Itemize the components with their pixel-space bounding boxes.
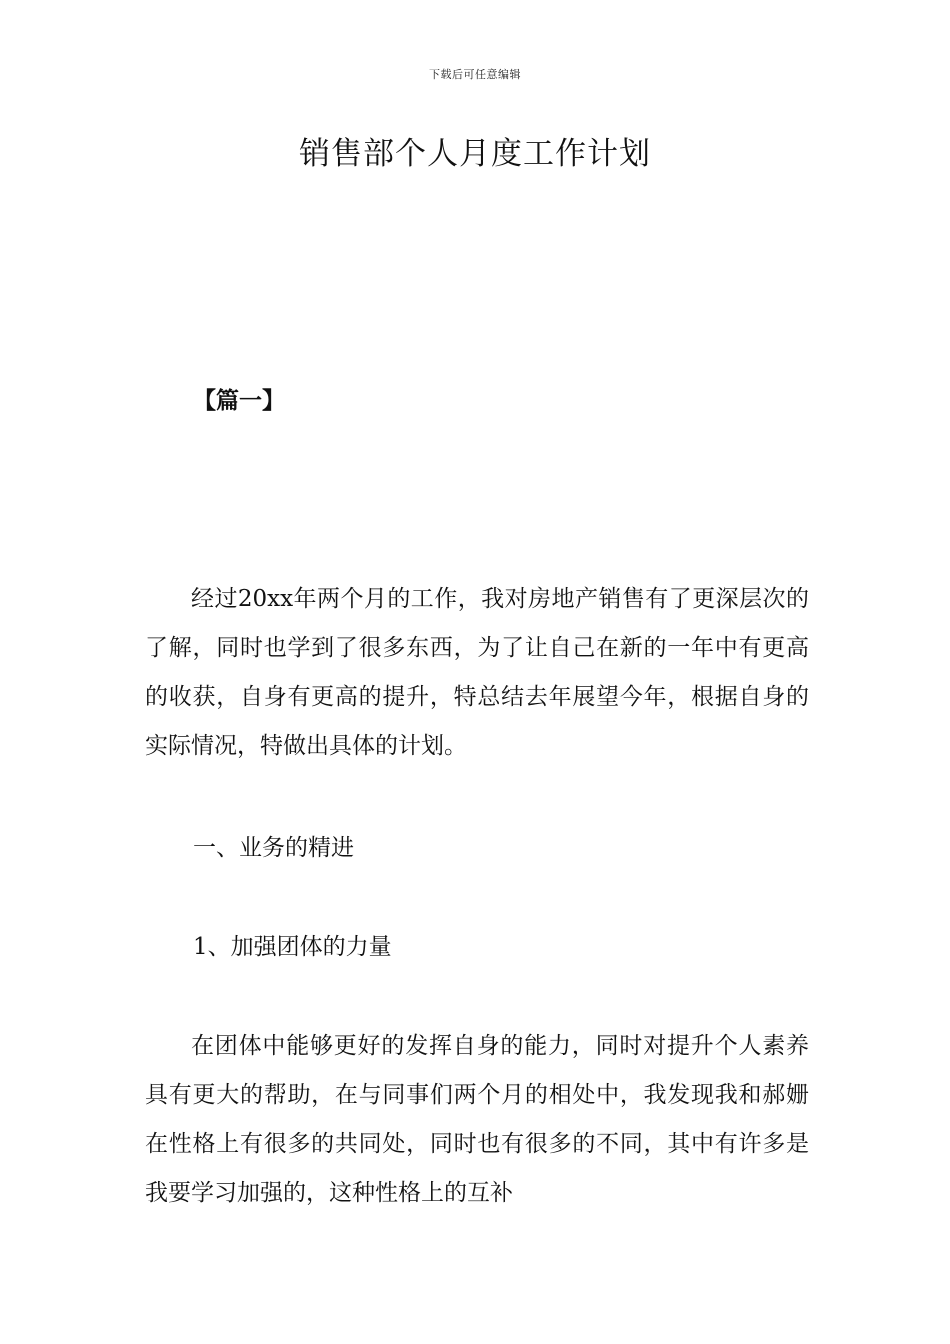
intro-paragraph: 经过20xx年两个月的工作，我对房地产销售有了更深层次的了解，同时也学到了很多东西，为了让自己在新的一年中有更高的收获，自身有更高的提升，特总结去年展望今年，根据自身的实际情况，特做出具体的计划。: [145, 586, 809, 759]
subsection-heading: 1、加强团体的力量: [193, 934, 392, 960]
section-heading: 一、业务的精进: [193, 835, 354, 861]
document-title: 销售部个人月度工作计划: [299, 136, 651, 172]
header-note: 下载后可任意编辑: [429, 68, 521, 81]
team-paragraph: 在团体中能够更好的发挥自身的能力，同时对提升个人素养具有更大的帮助，在与同事们两个月的相处中，我发现我和郝姗在性格上有很多的共同处，同时也有很多的不同，其中有许多是我要学习加强的，这种性格上的互补: [145, 1033, 809, 1206]
section-tag: 【篇一】: [193, 387, 285, 414]
